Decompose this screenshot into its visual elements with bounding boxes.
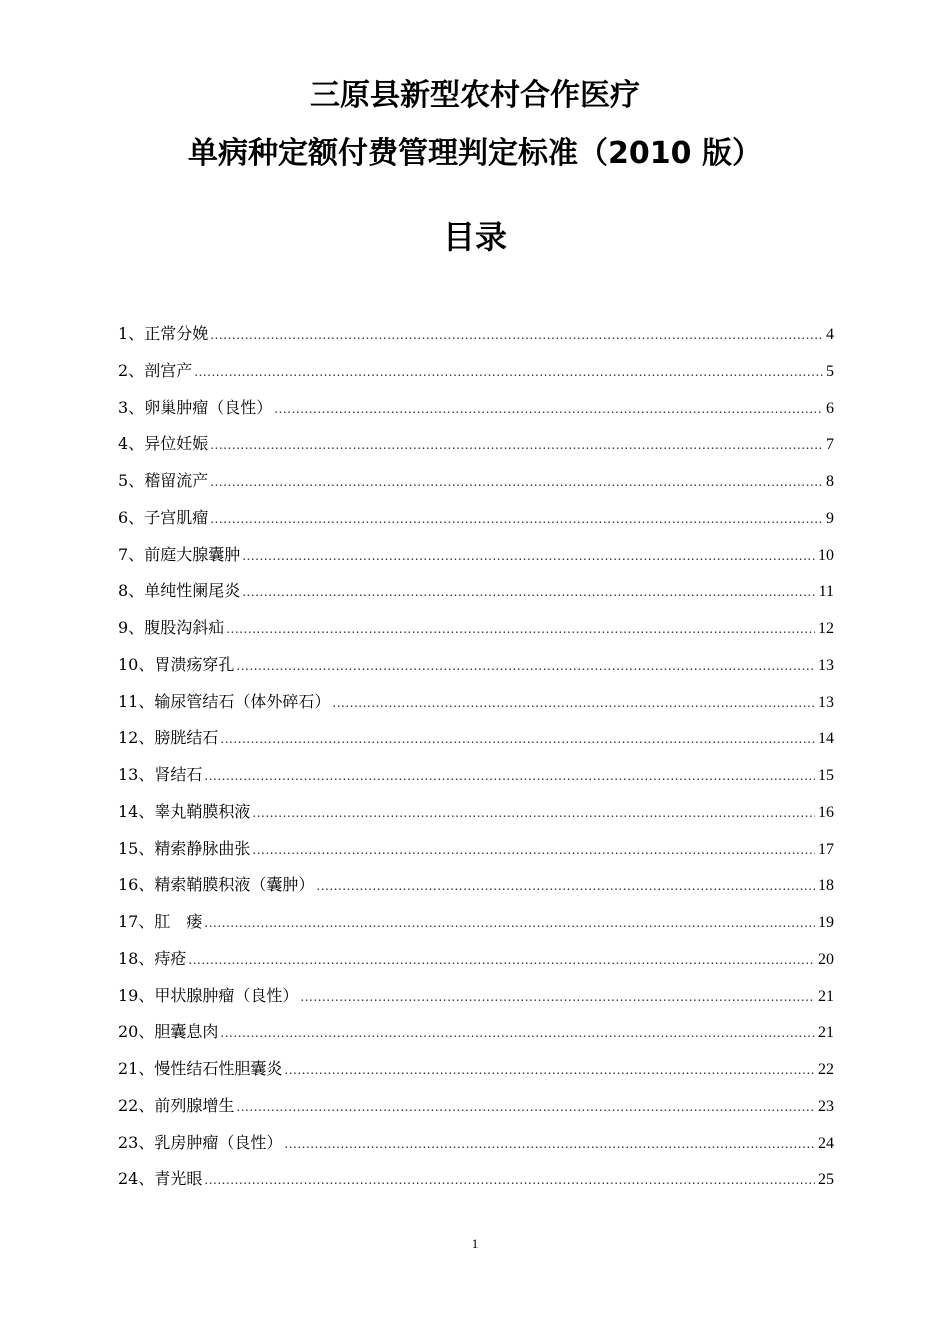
- document-title-line-2: 单病种定额付费管理判定标准（2010 版）: [188, 136, 762, 171]
- toc-entry[interactable]: [118, 428, 834, 465]
- toc-heading: 目录: [442, 218, 507, 256]
- toc-entry-page: 7: [826, 436, 834, 454]
- toc-entry-page: 8: [826, 473, 834, 490]
- toc-entry-page: 23: [818, 1097, 834, 1115]
- toc-entry-title: 胃溃疡穿孔: [154, 654, 235, 674]
- toc-entry[interactable]: [118, 1127, 834, 1164]
- toc-entry-number: 1、: [118, 324, 145, 343]
- toc-entry-title: 膀胱结石: [154, 728, 219, 748]
- toc-entry-number: 16、: [118, 875, 155, 895]
- toc-entry-page: 11: [818, 583, 834, 601]
- toc-entry-number: 19、: [118, 985, 155, 1005]
- toc-entry[interactable]: [118, 318, 834, 355]
- toc-dot-leader: [284, 1128, 815, 1160]
- toc-entry-number: 20、: [118, 1022, 155, 1042]
- toc-dot-leader: [236, 650, 815, 682]
- toc-entry-number: 17、: [118, 912, 155, 931]
- toc-entry-title: 睾丸鞘膜积液: [154, 801, 251, 821]
- toc-entry-number: 10、: [118, 654, 155, 674]
- toc-dot-leader: [188, 944, 815, 976]
- toc-entry-title: 单纯性阑尾炎: [144, 581, 241, 601]
- toc-entry[interactable]: [118, 612, 834, 649]
- toc-entry[interactable]: [118, 906, 834, 943]
- toc-entry-number: 2、: [118, 360, 145, 380]
- toc-entry-number: 7、: [118, 544, 145, 564]
- toc-entry-page: 22: [818, 1061, 834, 1078]
- toc-entry-page: 18: [818, 877, 834, 895]
- toc-dot-leader: [220, 723, 815, 755]
- toc-dot-leader: [316, 870, 815, 902]
- toc-entry-title: 剖宫产: [144, 360, 193, 380]
- toc-entry-page: 17: [818, 840, 834, 858]
- toc-entry-number: 4、: [118, 434, 145, 454]
- toc-dot-leader: [242, 576, 815, 608]
- toc-dot-leader: [210, 319, 823, 351]
- toc-entry-title: 腹股沟斜疝: [144, 618, 225, 637]
- toc-entry-page: 5: [826, 362, 834, 380]
- toc-dot-leader: [210, 429, 823, 461]
- toc-entry-page: 9: [826, 509, 834, 527]
- toc-entry-title: 精索鞘膜积液（囊肿）: [154, 875, 315, 895]
- toc-entry[interactable]: [118, 1090, 834, 1127]
- toc-dot-leader: [252, 797, 815, 829]
- toc-entry[interactable]: [118, 465, 834, 502]
- toc-entry-title: 正常分娩: [144, 324, 209, 343]
- toc-entry-title: 前列腺增生: [154, 1095, 235, 1115]
- toc-entry-number: 23、: [118, 1132, 155, 1152]
- toc-dot-leader: [210, 466, 823, 498]
- toc-entry[interactable]: [118, 796, 834, 833]
- toc-entry[interactable]: [118, 1016, 834, 1053]
- toc-entry-title: 青光眼: [154, 1169, 203, 1189]
- toc-dot-leader: [220, 1017, 815, 1049]
- toc-dot-leader: [204, 760, 815, 792]
- toc-entry[interactable]: [118, 759, 834, 796]
- toc-entry-page: 13: [818, 693, 834, 711]
- toc-entry-page: 25: [818, 1171, 834, 1189]
- toc-dot-leader: [236, 1091, 815, 1123]
- toc-entry-number: 15、: [118, 838, 155, 858]
- toc-entry-title: 甲状腺肿瘤（良性）: [154, 985, 299, 1005]
- toc-entry-title: 胆囊息肉: [154, 1022, 219, 1042]
- toc-entry-page: 19: [818, 914, 834, 931]
- toc-dot-leader: [204, 1164, 815, 1196]
- toc-entry-title: 精索静脉曲张: [154, 838, 251, 858]
- toc-entry[interactable]: [118, 943, 834, 980]
- toc-entry-number: 3、: [118, 397, 145, 417]
- toc-entry-number: 14、: [118, 801, 155, 821]
- toc-entry-title: 前庭大腺囊肿: [144, 544, 241, 564]
- toc-entry-number: 6、: [118, 507, 145, 527]
- toc-entry[interactable]: [118, 722, 834, 759]
- toc-entry-title: 痔疮: [154, 948, 187, 968]
- toc-entry[interactable]: [118, 1163, 834, 1200]
- toc-entry[interactable]: [118, 1053, 834, 1090]
- toc-entry-number: 11、: [118, 691, 155, 711]
- toc-entry[interactable]: [118, 575, 834, 612]
- toc-entry-title: 子宫肌瘤: [144, 507, 209, 527]
- toc-entry-number: 21、: [118, 1059, 155, 1078]
- toc-entry-number: 5、: [118, 471, 145, 490]
- toc-entry-page: 6: [826, 399, 834, 417]
- toc-entry-title: 异位妊娠: [144, 434, 209, 454]
- toc-dot-leader: [332, 687, 815, 719]
- toc-entry-page: 21: [818, 987, 834, 1005]
- toc-entry-page: 15: [818, 767, 834, 784]
- table-of-contents: [118, 318, 834, 1200]
- toc-entry[interactable]: [118, 686, 834, 723]
- toc-entry-title: 输尿管结石（体外碎石）: [154, 691, 331, 711]
- toc-dot-leader: [226, 613, 815, 645]
- toc-dot-leader: [194, 356, 823, 388]
- toc-dot-leader: [204, 907, 815, 939]
- toc-entry-page: 4: [826, 326, 834, 343]
- toc-entry-number: 12、: [118, 728, 155, 748]
- toc-dot-leader: [210, 503, 823, 535]
- toc-entry[interactable]: [118, 869, 834, 906]
- toc-entry-number: 22、: [118, 1095, 155, 1115]
- toc-entry[interactable]: [118, 502, 834, 539]
- toc-entry-title: 肛 瘘: [154, 912, 203, 931]
- toc-entry[interactable]: [118, 392, 834, 429]
- toc-entry-number: 8、: [118, 581, 145, 601]
- toc-entry-number: 13、: [118, 765, 155, 784]
- toc-entry-page: 12: [818, 620, 834, 637]
- toc-entry-title: 慢性结石性胆囊炎: [154, 1059, 283, 1078]
- toc-entry-title: 乳房肿瘤（良性）: [154, 1132, 283, 1152]
- toc-entry-title: 稽留流产: [144, 471, 209, 490]
- toc-dot-leader: [300, 981, 815, 1013]
- page-number: 1: [471, 1236, 479, 1251]
- toc-entry[interactable]: [118, 539, 834, 576]
- toc-entry-number: 18、: [118, 948, 155, 968]
- toc-entry[interactable]: [118, 355, 834, 392]
- toc-entry-page: 24: [818, 1134, 834, 1152]
- document-title-line-1: 三原县新型农村合作医疗: [310, 78, 640, 113]
- toc-entry-title: 卵巢肿瘤（良性）: [144, 397, 273, 417]
- toc-dot-leader: [252, 834, 815, 866]
- toc-entry-page: 14: [818, 730, 834, 748]
- toc-dot-leader: [274, 393, 823, 425]
- toc-entry[interactable]: [118, 833, 834, 870]
- toc-entry[interactable]: [118, 980, 834, 1017]
- toc-dot-leader: [284, 1054, 815, 1086]
- toc-entry-page: 20: [818, 950, 834, 968]
- toc-entry-page: 13: [818, 656, 834, 674]
- toc-entry-page: 16: [818, 803, 834, 821]
- toc-entry-title: 肾结石: [154, 765, 203, 784]
- toc-dot-leader: [242, 540, 815, 572]
- toc-entry-page: 21: [818, 1024, 834, 1042]
- toc-entry[interactable]: [118, 649, 834, 686]
- toc-entry-page: 10: [818, 546, 834, 564]
- toc-entry-number: 9、: [118, 618, 145, 637]
- toc-entry-number: 24、: [118, 1169, 155, 1189]
